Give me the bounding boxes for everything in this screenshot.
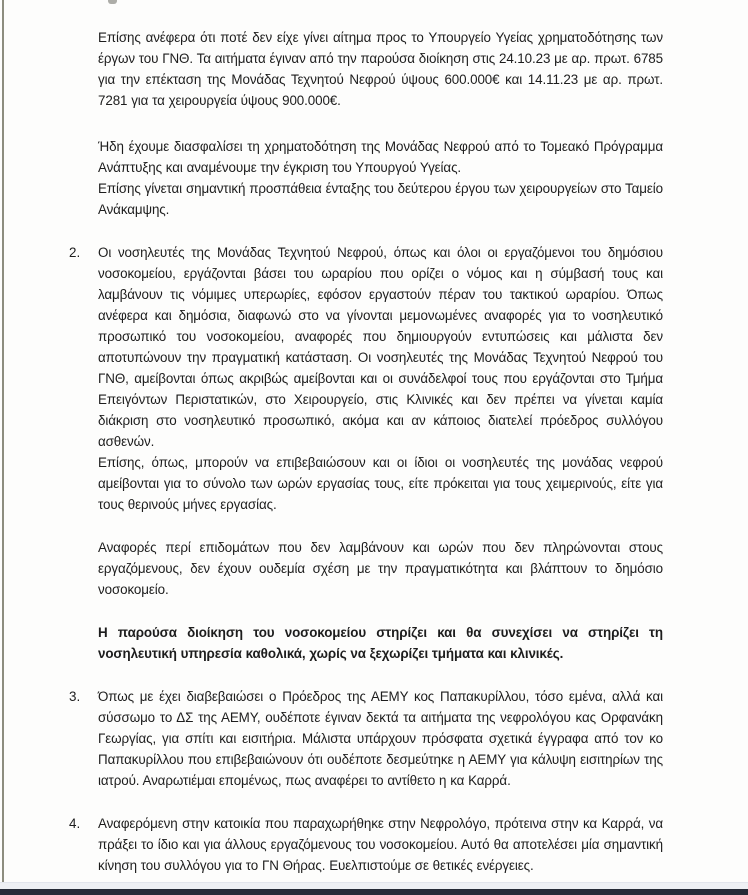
intro-paragraph-secured-funding: Ήδη έχουμε διασφαλίσει τη χρηματοδότηση της Μονάδας Νεφρού από το Τομεακό Πρόγραμμα Ανάπτυξης και αναμένουμε την έγκριση του Υπουργού Υγείας. [98,139,663,175]
item-body [98,813,663,876]
viewer-bottom-bar [0,889,748,895]
item-3-paragraph-aemy: Όπως με έχει διαβεβαιώσει ο Πρόεδρος της ΑΕΜΥ κος Παπακυρίλλου, τόσο εμένα, αλλά και σύσσωμο το ΔΣ της ΑΕΜΥ, ουδέποτε έγιναν δεκτά τα αιτήματα της νεφρολόγου κας Ορφανάκη Γεωργίας, για σπίτι και εισιτήρια. Μάλιστα υπάρχουν πρόσφατα σχετικά έγγραφα από τον κο Παπακυρίλλου που επιβεβαιώνουν ότι ουδέποτε δεσμεύτηκε η ΑΕΜΥ για κάλυψη εισιτηρίων της ιατρού. Αναρωτιέμαι επομένως, πως αναφέρει το αντίθετο η κα Καρρά. [98,689,663,788]
item-body [98,242,663,664]
scan-artifact-smudge [108,0,117,4]
item-2-paragraph-confirmation: Επίσης, όπως, μπορούν να επιβεβαιώσουν και οι ίδιοι οι νοσηλευτές της μονάδας νεφρού αμείβονται για το σύνολο των ωρών εργασίας τους, είτε πρόκειται για τους χειμερινούς, είτε για τους θερινούς μήνες εργασίας. [98,455,663,512]
numbered-item-2 [69,242,663,664]
item-number: 2. [69,245,81,260]
item-2-paragraph-allowances: Αναφορές περί επιδομάτων που δεν λαμβάνουν και ωρών που δεν πληρώνονται στους εργαζόμενους, δεν έχουν ουδεμία σχέση με την πραγματικότητα και βλάπτουν το δημόσιο νοσοκομείο. [98,540,663,597]
scan-left-edge-line [2,0,4,884]
item-4-paragraph-residence: Αναφερόμενη στην κατοικία που παραχωρήθηκε στην Νεφρολόγο, πρότεινα στην κα Καρρά, να πράξει το ίδιο και για άλλους εργαζόμενους του νοσοκομείου. Αυτό θα αποτελέσει μία σημαντική κίνηση του συλλόγου για το ΓΝ Θήρας. Ευελπιστούμε σε θετικές ενέργειες. [98,816,663,873]
document-content [69,27,663,876]
item-body [98,686,663,791]
intro-paragraph-funding-requests: Επίσης ανέφερα ότι ποτέ δεν είχε γίνει αίτημα προς το Υπουργείο Υγείας χρηματοδότησης των έργων του ΓΝΘ. Τα αιτήματα έγιναν από την παρούσα διοίκηση στις 24.10.23 με αρ. πρωτ. 6785 για την επέκταση της Μονάδας Τεχνητού Νεφρού ύψους 600.000€ και 14.11.23 με αρ. πρωτ. 7281 για τα χειρουργεία ύψους 900.000€. [98,30,663,108]
item-2-paragraph-nurses-pay: Οι νοσηλευτές της Μονάδας Τεχνητού Νεφρού, όπως και όλοι οι εργαζόμενοι του δημόσιου νοσοκομείου, εργάζονται βάσει του ωραρίου που ορίζει ο νόμος και η σύμβασή τους και λαμβάνουν τις νόμιμες υπερωρίες, εφόσον εργαστούν πέραν του τακτικού ωραρίου. Όπως ανέφερα και δημόσια, διαφωνώ στο να γίνονται μεμονωμένες αναφορές για το νοσηλευτικό προσωπικό του νοσοκομείου, αναφορές που δημιουργούν εντυπώσεις και μάλιστα δεν αποτυπώνουν την πραγματική κατάσταση. Οι νοσηλευτές της Μονάδας Τεχνητού Νεφρού του ΓΝΘ, αμείβονται όπως ακριβώς αμείβονται και οι συνάδελφοί τους που εργάζονται στο Τμήμα Επειγόντων Περιστατικών, στο Χειρουργείο, στις Κλινικές και δεν πρέπει να γίνεται καμία διάκριση στο νοσηλευτικό προσωπικό, ακόμα και αν κάποιος διατελεί πρόεδρος συλλόγου ασθενών. [98,245,663,449]
numbered-item-3 [69,686,663,791]
item-number: 4. [69,816,81,831]
intro-paragraph-recovery-fund: Επίσης γίνεται σημαντική προσπάθεια ένταξης του δεύτερου έργου των χειρουργείων στο Ταμείο Ανάκαμψης. [98,181,663,217]
viewer-bottom-strip [0,882,748,889]
item-2-bold-statement: Η παρούσα διοίκηση του νοσοκομείου στηρίζει και θα συνεχίσει να στηρίζει τη νοσηλευτική υπηρεσία καθολικά, χωρίς να ξεχωρίζει τμήματα και κλινικές. [98,625,663,661]
item-number: 3. [69,689,81,704]
numbered-item-4 [69,813,663,876]
